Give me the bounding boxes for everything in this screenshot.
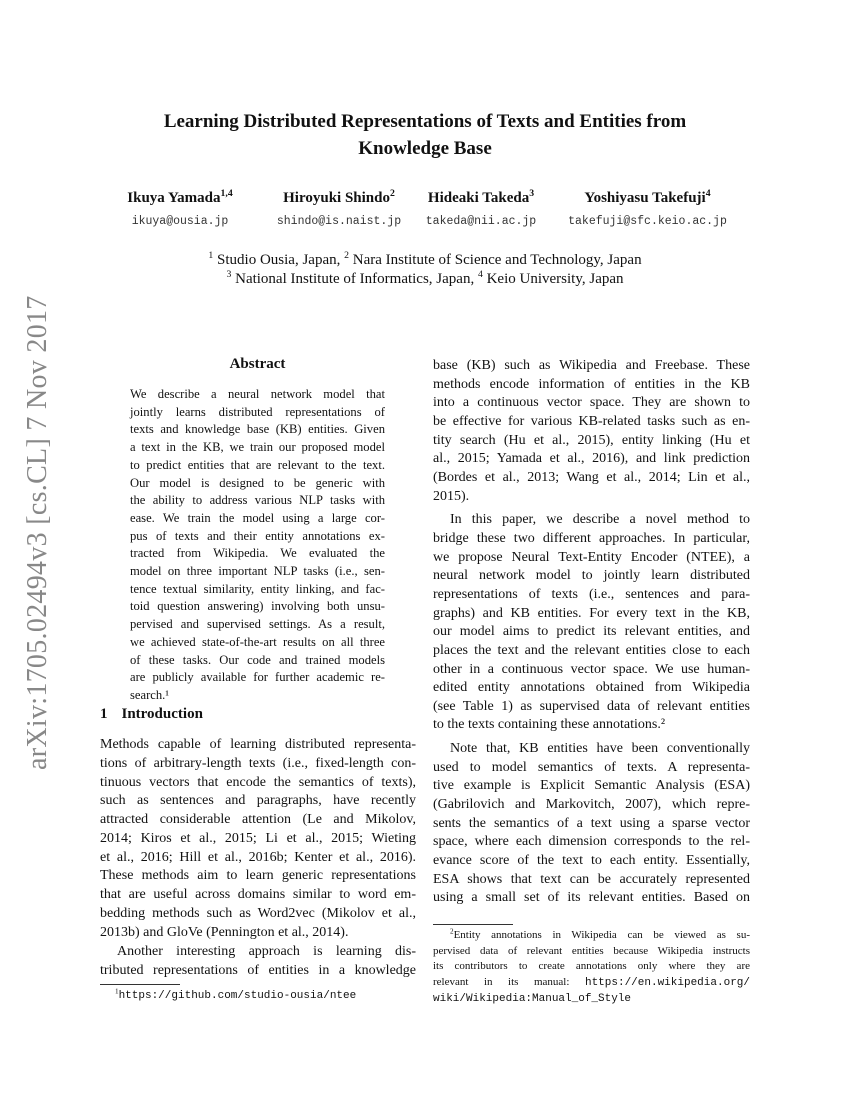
title-line: Knowledge Base: [358, 138, 492, 159]
paragraph: [100, 736, 416, 942]
footnote-link[interactable]: https://github.com/studio-ousia/ntee: [118, 990, 357, 1002]
text-line: 2014; Kiros et al., 2015; Li et al., 2015; Wieting: [100, 830, 416, 846]
text-line: (Gabrilovich and Markovitch, 2007), which repre-: [433, 797, 750, 813]
author-name: Yoshiyasu Takefuji: [584, 190, 706, 206]
text-line: pervised data of relevant entities because Wikipedia instructs: [433, 944, 750, 957]
text-line: [433, 991, 750, 1008]
author-affil-mark: 1,4: [220, 188, 233, 199]
text-line: ESA shows that text can be accurately represented: [433, 871, 750, 887]
text-line: evance score of the text to each entity. Essentially,: [433, 853, 750, 869]
text-line: bedding methods such as Word2vec (Mikolov et al.,: [100, 905, 416, 921]
author-affil-mark: 4: [705, 188, 711, 199]
left-column: [100, 736, 416, 986]
text-line: (see Table 1) as supervised data of relevant entities: [433, 698, 750, 714]
right-column: [433, 357, 750, 913]
text-line: al., 2015; Yamada et al., 2016), and link prediction: [433, 451, 750, 467]
text-line: edited entity annotations obtained from Wikipedia: [433, 680, 750, 696]
footnote-rule: [100, 984, 180, 985]
text-line: places the text and the relevant entities close to each: [433, 642, 750, 658]
author: [560, 190, 735, 228]
text-line: 2015).: [433, 488, 470, 504]
arxiv-identifier: arXiv:1705.02494v3 [cs.CL] 7 Nov 2017: [22, 295, 53, 770]
text-line: tity search (Hu et al., 2015), entity linking (Hu et: [433, 432, 750, 448]
text-line: our model aims to predict its relevant entities, and: [433, 624, 750, 640]
text-line: to the texts containing these annotations.²: [433, 717, 666, 733]
text-line: neural network model to jointly learn distributed: [433, 568, 750, 584]
text-line: representations of texts (i.e., sentences and para-: [433, 586, 750, 602]
text-line: base (KB) such as Wikipedia and Freebase. These: [433, 358, 750, 373]
text-line: Another interesting approach is learning dis-: [117, 944, 416, 960]
abstract-body: [130, 386, 385, 705]
text-line: tive example is Explicit Semantic Analysis (ESA): [433, 778, 750, 794]
text-line: that are useful across domains similar to word em-: [100, 887, 416, 902]
text-line: pus of texts and their entity annotations ex-: [130, 528, 385, 543]
paragraph: [433, 740, 750, 908]
text-line: tracted from Wikipedia. We evaluated the: [130, 546, 385, 561]
affil-text: Studio Ousia, Japan,: [213, 252, 345, 268]
affiliation-line: [0, 270, 850, 289]
title-line: Learning Distributed Representations of Texts and Entities from: [163, 111, 687, 132]
text-line: graphs) and KB entities. For every text in the KB,: [433, 605, 750, 621]
affil-mark: 4: [477, 269, 483, 280]
section-title: Introduction: [121, 706, 203, 722]
author-name: Ikuya Yamada: [127, 190, 221, 206]
abstract-heading: Abstract: [229, 356, 286, 372]
text-line: model on three important NLP tasks (i.e., sen-: [130, 564, 385, 579]
text-line: toid question answering) involving both unsu-: [130, 599, 385, 614]
author-affil-mark: 3: [529, 188, 535, 199]
text-line: such as sentences and paragraphs, have recently: [100, 793, 416, 809]
text-line: et al., 2016; Hill et al., 2016b; Kenter et al., 2016).: [100, 849, 416, 865]
footnote-mark: 1: [115, 987, 119, 996]
author-email: takefuji@sfc.keio.ac.jp: [568, 215, 727, 228]
text-line: are publicly available for further academic re-: [130, 670, 385, 685]
text-line: These methods aim to learn generic representations: [100, 868, 416, 884]
text-line: we propose Neural Text-Entity Encoder (NTEE), a: [433, 549, 750, 565]
text-line: we achieved state-of-the-art results on all three: [130, 634, 385, 649]
author: [416, 190, 546, 228]
text-line: into a continuous vector space. They are shown to: [433, 395, 750, 411]
text-line: ease. We train the model using a large cor-: [130, 510, 385, 525]
text-line: Methods capable of learning distributed representa-: [100, 737, 416, 752]
text-line: methods encode information of entities in the KB: [433, 376, 750, 392]
text-line: pervised and supervised settings. As a result,: [130, 617, 385, 632]
text-line: using a small set of its relevant entities. Based on: [433, 890, 750, 906]
text-line: Note that, KB entities have been conventionally: [450, 741, 750, 757]
affil-text: Keio University, Japan: [482, 271, 624, 287]
text-line: used to model semantics of texts. A representa-: [433, 759, 750, 775]
footnote-link[interactable]: wiki/Wikipedia:Manual_of_Style: [433, 993, 632, 1005]
section-heading: [100, 706, 217, 723]
author: [115, 190, 245, 228]
paragraph: [433, 511, 750, 735]
footnote-rule: [433, 924, 513, 925]
paragraph: [433, 357, 750, 506]
footnote-mark: 2: [450, 927, 454, 936]
text-line: attracted considerable attention (Le and Mikolov,: [100, 812, 416, 827]
author-email: ikuya@ousia.jp: [131, 215, 229, 228]
author-email: shindo@is.naist.jp: [276, 215, 402, 228]
footnote-link[interactable]: https://en.wikipedia.org/: [584, 976, 750, 989]
text-line: bridge these two different approaches. In particular,: [433, 530, 750, 546]
author-email: takeda@nii.ac.jp: [425, 215, 537, 228]
text-line: its contributors to create annotations only where they are: [433, 960, 750, 972]
paragraph: [100, 943, 416, 981]
text-line: We describe a neural network model that: [130, 387, 385, 401]
text-line: (Bordes et al., 2013; Wang et al., 2014; Lin et al.,: [433, 469, 750, 485]
text-line: In this paper, we describe a novel method to: [450, 512, 750, 528]
text-line: $^2$Entity annotations in Wikipedia can be viewed as su-: [450, 927, 750, 941]
paper-title: [0, 108, 850, 162]
text-line: texts and knowledge base (KB) entities. Given: [130, 422, 385, 437]
text-line: search.¹: [130, 687, 170, 702]
text-line: other in a continuous vector space. We use human-: [433, 661, 750, 677]
text-line: tions of arbitrary-length texts (i.e., fixed-length con-: [100, 755, 416, 771]
author-name: Hiroyuki Shindo: [283, 190, 390, 206]
footnote-1: [115, 988, 356, 1005]
text-line: jointly learns distributed representations of: [130, 404, 385, 419]
affil-mark: 2: [344, 250, 349, 261]
text-line: be effective for various KB-related tasks such as en-: [433, 413, 750, 429]
text-line: to predict entities that are relevant to the text.: [130, 457, 385, 472]
text-line: the ability to address various NLP tasks with: [130, 493, 385, 508]
text-line: tinuous vectors that encode the semantics of texts),: [100, 774, 416, 790]
text-line: sents the semantics of a text using a sparse vector: [433, 815, 750, 831]
author-affil-mark: 2: [390, 188, 395, 199]
affil-mark: 1: [208, 250, 214, 261]
text-line: tence textual similarity, entity linking, and fac-: [130, 581, 385, 596]
author-name: Hideaki Takeda: [427, 190, 530, 206]
text-line: Our model is designed to be generic with: [130, 475, 385, 490]
text-line: a text in the KB, we train our proposed model: [130, 440, 385, 455]
text-line: space, where each dimension corresponds to the rel-: [433, 834, 750, 850]
affil-text: National Institute of Informatics, Japan,: [231, 271, 478, 287]
text-line: of these tasks. Our code and trained models: [130, 652, 385, 667]
text-line: relevant in its manual: https://en.wikipedia.org/: [433, 975, 750, 989]
text-line: 2013b) and GloVe (Pennington et al., 2014).: [100, 924, 349, 940]
author: [266, 190, 412, 228]
affil-mark: 3: [226, 269, 232, 280]
affil-text: Nara Institute of Science and Technology, Japan: [348, 252, 642, 268]
text-line: tributed representations of entities in a knowledge: [100, 963, 416, 978]
affiliation-line: [0, 251, 850, 270]
footnote-2: [433, 928, 750, 1008]
affiliations: [0, 251, 850, 289]
section-number: 1: [100, 706, 108, 722]
